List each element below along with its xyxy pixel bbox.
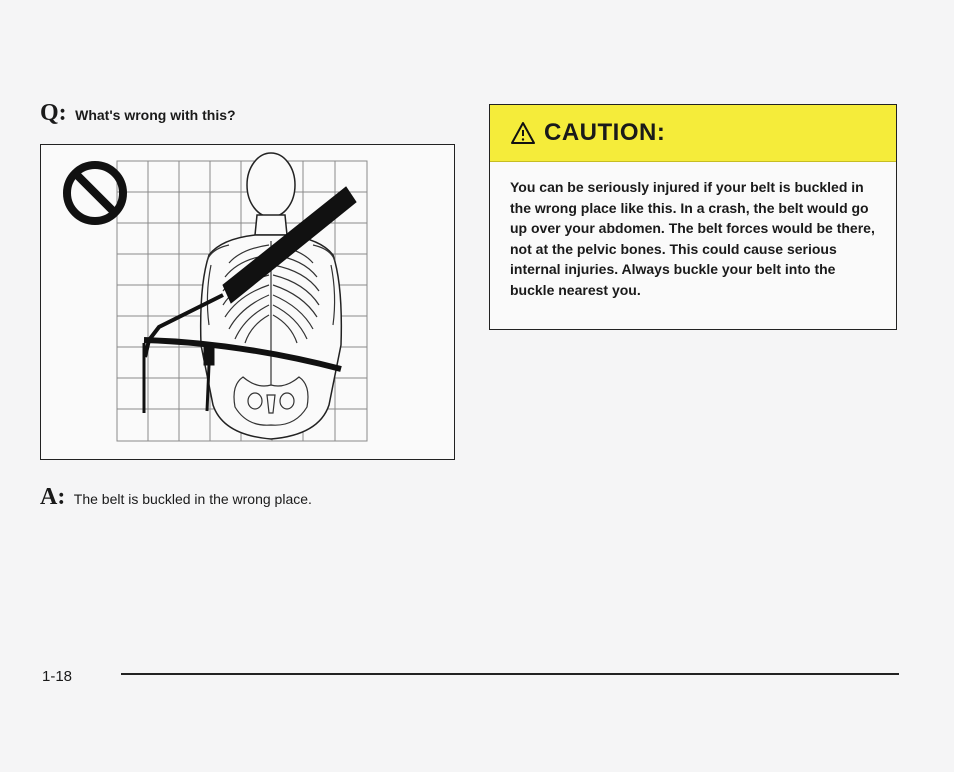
footer-divider	[121, 673, 899, 675]
page-number: 1-18	[42, 668, 73, 685]
caution-text: You can be seriously injured if your belt is buckled in the wrong place like this. In a crash, the belt would go up over your abdomen. The belt forces would be there, not at the pelvic bones. This could cause serious internal injuries. Always buckle your belt into the buckle nearest you.	[510, 179, 875, 298]
answer-text: The belt is buckled in the wrong place.	[73, 491, 312, 507]
question	[40, 100, 236, 127]
warning-triangle-icon	[510, 121, 536, 145]
prohibited-icon	[67, 165, 123, 221]
caution-header	[490, 105, 896, 162]
caution-title: CAUTION:	[544, 119, 666, 146]
answer-letter: A:	[40, 484, 66, 510]
caution-box	[489, 104, 897, 330]
answer	[40, 484, 312, 511]
seat-belt-illustration	[40, 144, 455, 460]
question-text: What's wrong with this?	[75, 107, 236, 123]
question-letter: Q:	[40, 100, 67, 126]
